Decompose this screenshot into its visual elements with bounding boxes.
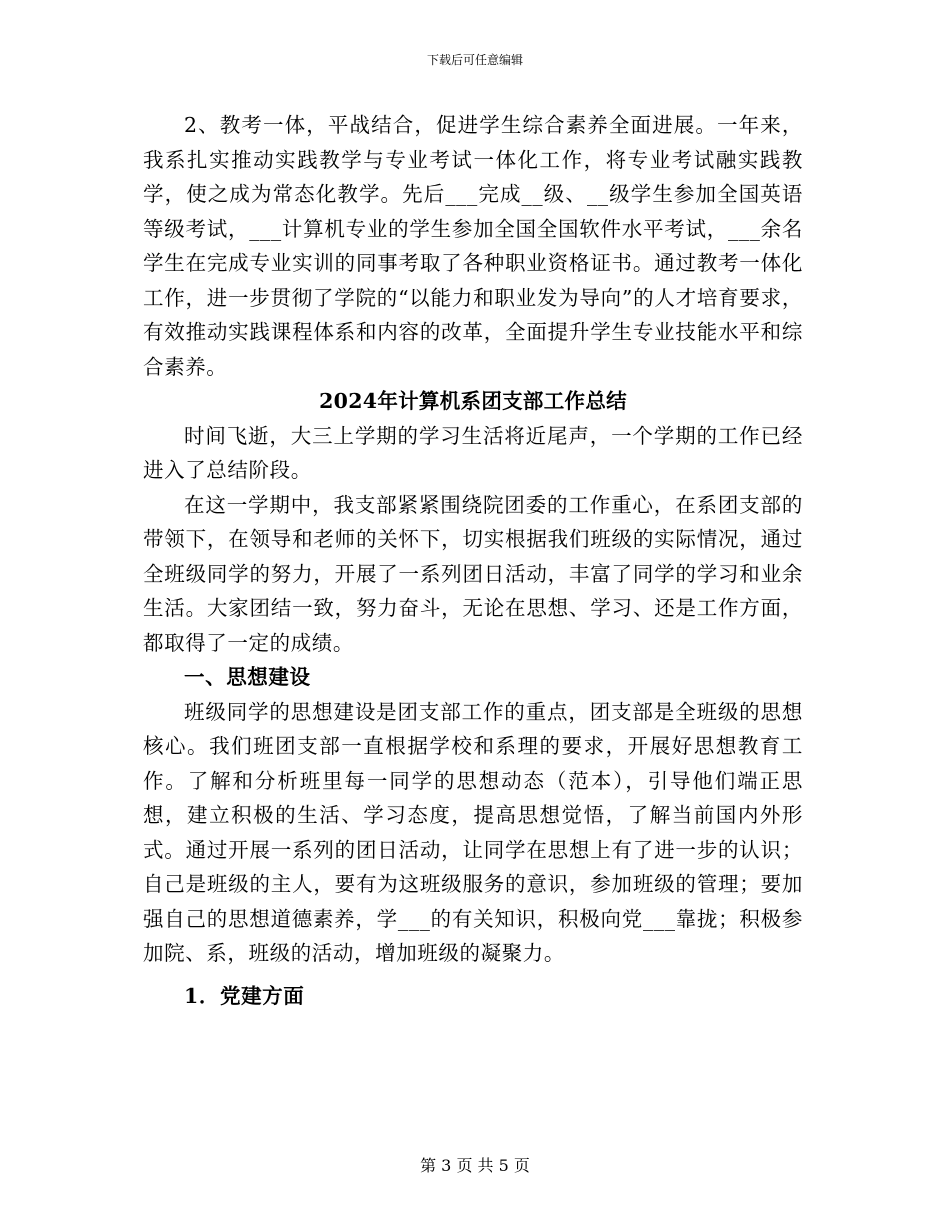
section-heading-ideology: 一、思想建设 [184,665,311,689]
document-body [143,108,803,1013]
document-title: 2024年计算机系团支部工作总结 [319,389,627,413]
page-header: 下载后可任意编辑 [426,53,523,67]
paragraph-intro: 时间飞逝，大三上学期的学习生活将近尾声，一个学期的工作已经进入了总结阶段。 [143,423,803,482]
paragraph-semester-summary: 在这一学期中，我支部紧紧围绕院团委的工作重心，在系团支部的带领下，在领导和老师的关怀下，切实根据我们班级的实际情况，通过全班级同学的努力，开展了一系列团日活动，丰富了同学的学习和业余生活。大家团结一致，努力奋斗，无论在思想、学习、还是工作方面，都取得了一定的成绩。 [143,492,803,655]
page-number-footer: 第 3 页 共 5 页 [420,1156,530,1175]
subsection-heading-party: 1．党建方面 [184,983,305,1008]
paragraph-ideology: 班级同学的思想建设是团支部工作的重点，团支部是全班级的思想核心。我们班团支部一直根据学校和系理的要求，开展好思想教育工作。了解和分析班里每一同学的思想动态（范本），引导他们端正思想，建立积极的生活、学习态度，提高思想觉悟，了解当前国内外形式。通过开展一系列的团日活动，让同学在思想上有了进一步的认识；自己是班级的主人，要有为这班级服务的意识，参加班级的管理；要加强自己的思想道德素养，学___的有关知识，积极向党___靠拢；积极参加院、系，班级的活动，增加班级的凝聚力。 [143,699,803,965]
paragraph-exam-integration: 2、教考一体，平战结合，促进学生综合素养全面进展。一年来，我系扎实推动实践教学与专业考试一体化工作，将专业考试融实践教学，使之成为常态化教学。先后___完成__级、__级学生参加全国英语等级考试，___计算机专业的学生参加全国全国软件水平考试，___余名学生在完成专业实训的同事考取了各种职业资格证书。通过教考一体化工作，进一步贯彻了学院的“以能力和职业发为导向”的人才培育要求，有效推动实践课程体系和内容的改革，全面提升学生专业技能水平和综合素养。 [143,113,803,379]
